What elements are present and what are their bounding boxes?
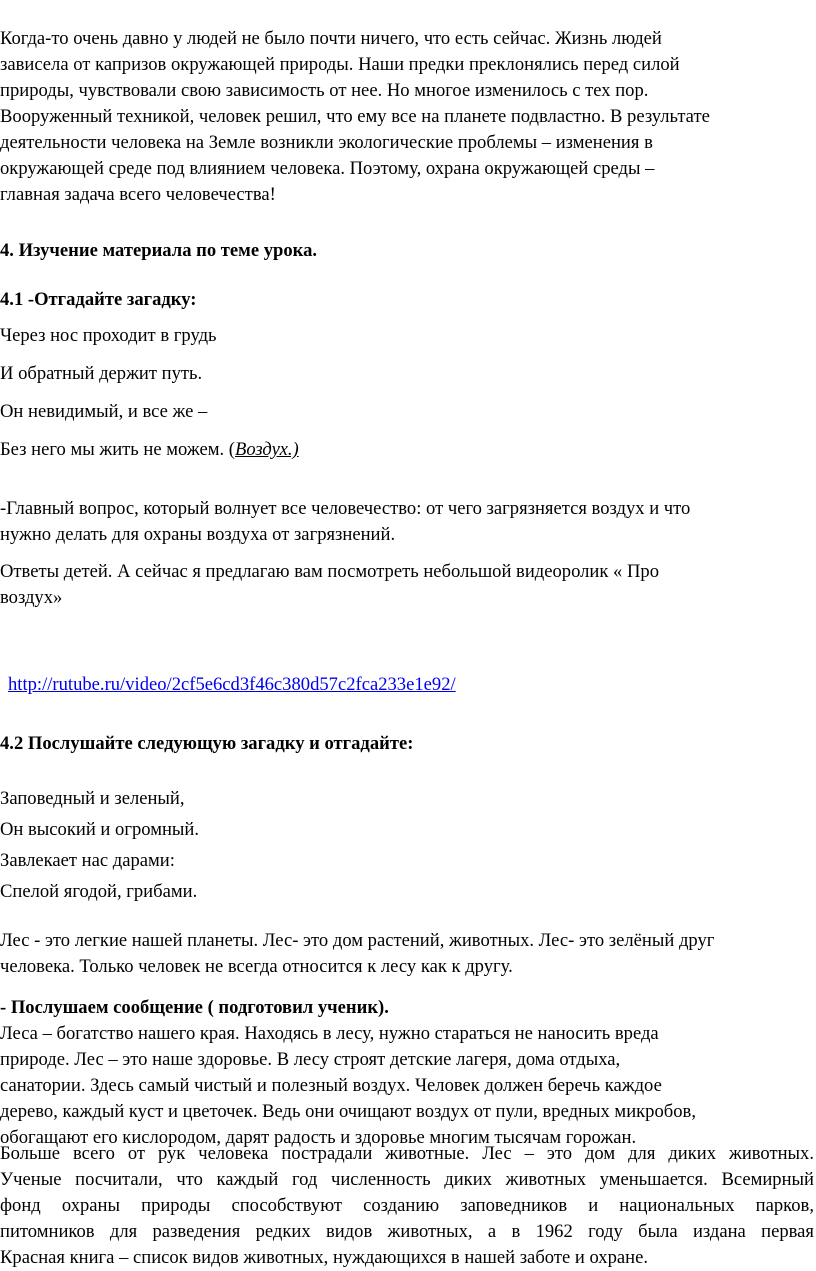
text-line: деятельности человека на Земле возникли экологические проблемы – изменения в <box>0 132 653 153</box>
text-line: главная задача всего человечества! <box>0 184 276 205</box>
text-line: Лес - это легкие нашей планеты. Лес- это дом растений, животных. Лес- это зелёный друг <box>0 930 715 951</box>
text-line: нужно делать для охраны воздуха от загрязнений. <box>0 524 396 545</box>
text-line: -Главный вопрос, который волнует все человечество: от чего загрязняется воздух и что <box>0 498 691 519</box>
poem-line: Заповедный и зеленый, <box>0 788 185 809</box>
text-line: Ответы детей. А сейчас я предлагаю вам посмотреть небольшой видеоролик « Про <box>0 561 660 582</box>
forest-paragraph <box>0 928 714 980</box>
text-line: дерево, каждый куст и цветочек. Ведь они очищают воздух от пули, вредных микробов, <box>0 1101 696 1122</box>
text-line: Леса – богатство нашего края. Находясь в лесу, нужно стараться не наносить вреда <box>0 1023 659 1044</box>
text-line: природы, чувствовали свою зависимость от нее. Но многое изменилось с тех пор. <box>0 80 649 101</box>
poem-line: Спелой ягодой, грибами. <box>0 881 198 902</box>
text-line: человека. Только человек не всегда относится к лесу как к другу. <box>0 956 513 977</box>
poem-line: Завлекает нас дарами: <box>0 850 175 871</box>
riddle-1-line: Через нос проходит в грудь <box>0 325 217 346</box>
text-line: Когда-то очень давно у людей не было почти ничего, что есть сейчас. Жизнь людей <box>0 28 662 49</box>
video-link[interactable]: http://rutube.ru/video/2cf5e6cd3f46c380d57c2fca233e1e92/ <box>8 674 456 695</box>
riddle-2-heading: 4.2 Послушайте следующую загадку и отгадайте: <box>0 733 414 754</box>
animals-paragraph <box>0 1141 814 1271</box>
answers-paragraph <box>0 559 659 611</box>
text-line: природе. Лес – это наше здоровье. В лесу строят детские лагеря, дома отдыха, <box>0 1049 621 1070</box>
text-line: Вооруженный техникой, человек решил, что ему все на планете подвластно. В результате <box>0 106 710 127</box>
riddle-1-answer: Воздух.) <box>234 439 299 460</box>
riddle-1-line: Он невидимый, и все же – <box>0 401 208 422</box>
text-line: санатории. Здесь самый чистый и полезный воздух. Человек должен беречь каждое <box>0 1075 662 1096</box>
poem-line: Он высокий и огромный. <box>0 819 200 840</box>
text-line: фонд охраны природы способствуют созданию заповедников и национальных парков, <box>0 1195 814 1216</box>
text-line: обогащают его кислородом, дарят радость и здоровье многим тысячам горожан. <box>0 1127 637 1148</box>
text-line: Больше всего от рук человека пострадали животные. Лес – это дом для диких животных. <box>0 1143 814 1164</box>
text-line: Красная книга – список видов животных, нуждающихся в нашей заботе и охране. <box>0 1247 648 1268</box>
text-line: окружающей среде под влиянием человека. Поэтому, охрана окружающей среды – <box>0 158 655 179</box>
text-line: Ученые посчитали, что каждый год численность диких животных уменьшается. Всемирный <box>0 1169 814 1190</box>
message-paragraph <box>0 1021 696 1151</box>
riddle-2-poem <box>0 786 199 905</box>
video-link-line <box>8 672 456 698</box>
section-4-heading: 4. Изучение материала по теме урока. <box>0 240 318 261</box>
text-line: зависела от капризов окружающей природы. Наши предки преклонялись перед силой <box>0 54 680 75</box>
text-line: воздух» <box>0 587 63 608</box>
riddle-1-line: И обратный держит путь. <box>0 363 203 384</box>
riddle-1-text: Без него мы жить не можем. ( <box>0 439 235 460</box>
message-heading: - Послушаем сообщение ( подготовил ученик). <box>0 997 389 1018</box>
question-paragraph <box>0 496 690 548</box>
riddle-1-last-line <box>0 437 299 463</box>
text-line: питомников для разведения редких видов животных, а в 1962 году была издана первая <box>0 1221 814 1242</box>
intro-paragraph <box>0 26 710 208</box>
riddle-1-heading: 4.1 -Отгадайте загадку: <box>0 289 197 310</box>
